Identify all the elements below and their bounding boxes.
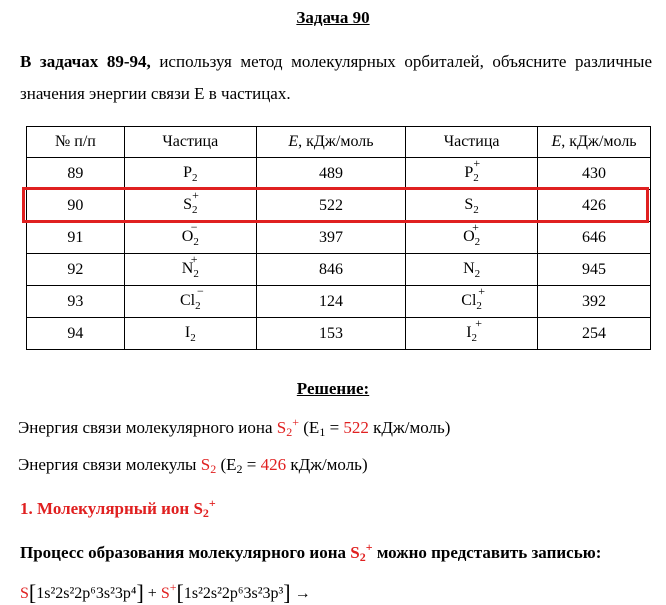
particle-formula: $S_2$ + (183, 187, 199, 216)
cell-number: 90 (27, 190, 125, 222)
cell-energy-2: 945 (538, 254, 651, 286)
cell-energy-2: 254 (538, 318, 651, 350)
cell-energy-1: 846 (256, 254, 405, 286)
particle-formula: $Cl_2$ + (461, 283, 486, 312)
cell-energy-2: 392 (538, 286, 651, 318)
problem-range: В задачах 89-94, (20, 52, 151, 71)
table-row (27, 158, 651, 190)
cell-particle-2 (406, 315, 538, 350)
particle-formula: $P_2$ (183, 163, 198, 184)
header-energy-1: E, кДж/моль (256, 127, 405, 158)
cell-particle-1 (124, 187, 256, 222)
cell-particle-1 (124, 219, 256, 254)
bond-energy-ion-line: Энергия связи молекулярного иона S2+ (E1 = 522 кДж/моль) (18, 415, 451, 439)
problem-statement (20, 46, 652, 110)
cell-particle-2 (406, 283, 538, 318)
page-title: Задача 90 (296, 8, 370, 27)
table-row (27, 222, 651, 254)
process-statement: Процесс образования молекулярного иона S2+ можно представить записью: (20, 540, 602, 564)
cell-particle-1 (124, 318, 256, 350)
cell-energy-2: 646 (538, 222, 651, 254)
header-particle-1: Частица (124, 127, 256, 158)
particle-formula: $Cl_2$ − (179, 283, 204, 312)
cell-particle-2 (406, 190, 538, 222)
reaction-equation: S[1s²2s²2p⁶3s²3p⁴] + S+[1s²2s²2p⁶3s²3p³] → (20, 580, 311, 605)
cell-energy-1: 397 (256, 222, 405, 254)
cell-energy-2: 430 (538, 158, 651, 190)
particle-formula: $S_2$ (464, 195, 479, 216)
cell-particle-1 (124, 283, 256, 318)
cell-number: 93 (27, 286, 125, 318)
table-header-row (27, 127, 651, 158)
cell-particle-2 (406, 155, 538, 190)
particle-formula: $I_2$ + (466, 315, 482, 344)
cell-energy-1: 522 (256, 190, 405, 222)
cell-energy-2: 426 (538, 190, 651, 222)
cell-number: 89 (27, 158, 125, 190)
particle-formula: $P_2$ + (464, 155, 481, 184)
particle-formula: $O_2$ + (463, 219, 481, 248)
cell-number: 92 (27, 254, 125, 286)
cell-particle-1 (124, 158, 256, 190)
header-energy-2: E, кДж/моль (538, 127, 651, 158)
cell-energy-1: 489 (256, 158, 405, 190)
solution-heading: Решение: (296, 379, 370, 398)
bond-energy-table (26, 126, 651, 350)
table-row (27, 286, 651, 318)
bond-energy-molecule-line: Энергия связи молекулы S2 (E2 = 426 кДж/моль) (18, 455, 368, 476)
cell-number: 94 (27, 318, 125, 350)
particle-formula: $I_2$ (184, 323, 196, 344)
table-row (27, 318, 651, 350)
cell-particle-2 (406, 219, 538, 254)
cell-energy-1: 124 (256, 286, 405, 318)
header-particle-2: Частица (406, 127, 538, 158)
cell-particle-1 (124, 251, 256, 286)
cell-number: 91 (27, 222, 125, 254)
problem-text: используя метод молекулярных орбиталей, объясните различные значения энергии связи E в частицах. (20, 52, 653, 103)
particle-formula: $O_2$ − (181, 219, 199, 248)
table-row (27, 190, 651, 222)
particle-formula: $N_2$ + (181, 251, 199, 280)
header-number: № п/п (27, 127, 125, 158)
cell-energy-1: 153 (256, 318, 405, 350)
section-heading-ion: 1. Молекулярный ион S2+ (20, 496, 216, 520)
cell-particle-2 (406, 254, 538, 286)
table-row (27, 254, 651, 286)
particle-formula: $N_2$ (463, 259, 481, 280)
